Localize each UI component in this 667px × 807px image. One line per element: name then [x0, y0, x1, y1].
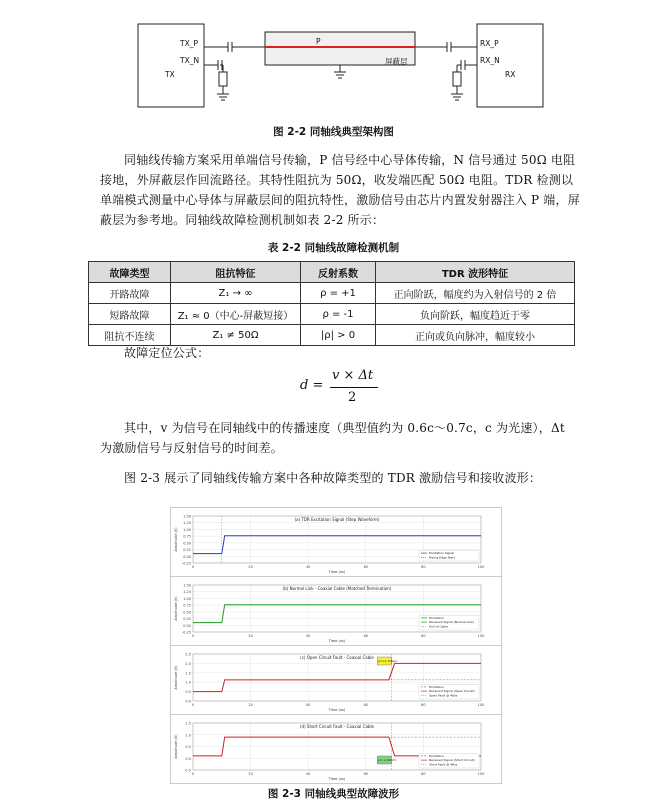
y-tick-label: 2.0 — [185, 661, 191, 666]
y-axis-label: Amplitude (V) — [174, 734, 178, 759]
rx-box — [477, 24, 543, 107]
x-tick-label: 80 — [421, 772, 426, 776]
legend-label: Received Signal (Short Circuit) — [429, 758, 475, 763]
table-row — [89, 283, 575, 304]
legend-label: End of Cable — [429, 624, 449, 629]
legend-label: Rising Edge Start — [429, 555, 455, 560]
figure-caption-waveforms: 图 2-3 同轴线典型故障波形 — [267, 788, 400, 800]
paragraph-coax-scheme: 同轴线传输方案采用单端信号传输，P 信号经中心导体传输，N 信号通过 50Ω 电阻接地，外屏蔽层作回流路径。其特性阻抗为 50Ω，收发端匹配 50Ω 电阻。TDR 检测以单端模式测量中心导体与屏蔽层间的阻抗特性，激励信号由芯片内置发射器注入 P 端，屏蔽层为参考地。同轴线故障检测机制如表 2-2 所示： — [100, 153, 580, 227]
tx-n-label: TX_N — [180, 56, 200, 65]
legend-label: Received Signal (Open Circuit) — [429, 689, 475, 694]
y-tick-label: 0.00 — [183, 554, 191, 559]
y-tick-label: 0.5 — [185, 690, 191, 695]
legend-label: Excitation Signal — [429, 551, 455, 556]
y-tick-label: 1.5 — [185, 721, 191, 726]
table-header: 阻抗特征 — [171, 262, 301, 283]
p-label: P — [316, 37, 321, 46]
table-header-row — [89, 262, 575, 283]
x-tick-label: 60 — [363, 703, 369, 707]
legend-label: Excitation — [429, 753, 444, 758]
x-tick-label: 0 — [191, 565, 195, 569]
table-cell: ρ = -1 — [301, 304, 376, 325]
y-tick-label: 1.25 — [183, 521, 191, 526]
x-tick-label: 80 — [421, 565, 426, 569]
y-tick-label: 0.25 — [183, 617, 191, 622]
y-axis-label: Amplitude (V) — [174, 596, 178, 621]
fault-annotation-text: ρ=+1 (Open) — [378, 659, 398, 663]
formula-intro: 故障定位公式： — [124, 346, 210, 360]
shield-label: 屏蔽层 — [385, 57, 408, 66]
table-caption: 表 2-2 同轴线故障检测机制 — [267, 242, 400, 254]
formula-numerator: v × Δt — [332, 368, 374, 383]
table-cell: 正向阶跃，幅度约为入射信号的 2 倍 — [376, 283, 575, 304]
x-tick-label: 60 — [363, 565, 369, 569]
y-axis-label: Amplitude (V) — [174, 665, 178, 690]
table-header: 故障类型 — [89, 262, 171, 283]
x-tick-label: 20 — [248, 703, 253, 707]
x-tick-label: 40 — [305, 634, 311, 638]
x-tick-label: 100 — [477, 634, 485, 638]
x-axis-label: Time (ns) — [328, 708, 346, 712]
waveform-chart-c — [171, 646, 501, 714]
paragraph-velocity: 其中，v 为信号在同轴线中的传播速度（典型值约为 0.6c～0.7c，c 为光速），Δt 为激励信号与反射信号的时间差。 — [100, 421, 565, 455]
formula-denominator: 2 — [348, 390, 357, 405]
table-cell: 开路故障 — [89, 283, 171, 304]
x-tick-label: 20 — [248, 565, 253, 569]
x-tick-label: 100 — [477, 565, 485, 569]
chart-title: (a) TDR Excitation Signal (Step Waveform) — [294, 517, 380, 522]
legend-label: Received Signal (Normal Link) — [429, 620, 475, 625]
waveform-chart-b — [171, 577, 501, 645]
y-tick-label: 0.25 — [183, 548, 191, 553]
table-cell: 阻抗不连续 — [89, 325, 171, 346]
y-tick-label: 0.50 — [183, 541, 191, 546]
y-tick-label: 1.25 — [183, 590, 191, 595]
rx-n-label: RX_N — [480, 56, 500, 65]
x-tick-label: 20 — [248, 772, 253, 776]
y-tick-label: 1.00 — [183, 527, 191, 532]
y-tick-label: 0.75 — [183, 534, 191, 539]
y-tick-label: 1.00 — [183, 596, 191, 601]
x-axis-label: Time (ns) — [328, 777, 346, 781]
x-tick-label: 60 — [363, 772, 369, 776]
tx-label: TX — [165, 70, 175, 79]
paragraph-figure-intro: 图 2-3 展示了同轴线传输方案中各种故障类型的 TDR 激励信号和接收波形： — [124, 471, 542, 485]
y-tick-label: 2.5 — [185, 652, 191, 657]
tx-box — [138, 24, 204, 107]
table-cell: ρ = +1 — [301, 283, 376, 304]
chart-title: (d) Short Circuit Fault - Coaxial Cable — [299, 724, 375, 729]
chart-title: (b) Normal Link - Coaxial Cable (Matched Termination) — [282, 586, 392, 591]
formula-fraction-bar — [330, 387, 378, 388]
y-tick-label: -0.25 — [181, 630, 191, 635]
x-tick-label: 20 — [248, 634, 253, 638]
legend-label: Excitation — [429, 684, 444, 689]
table-row — [89, 304, 575, 325]
table-header: TDR 波形特征 — [376, 262, 575, 283]
waveform-panel-a — [170, 507, 502, 577]
table-cell: Z₁ ≈ 0（中心-屏蔽短接） — [171, 304, 301, 325]
fault-detection-table — [88, 261, 575, 346]
x-axis-label: Time (ns) — [328, 639, 346, 643]
x-tick-label: 100 — [477, 703, 485, 707]
fault-annotation-text: ρ=-1 (Short) — [378, 758, 396, 762]
y-tick-label: 0.5 — [185, 745, 191, 749]
y-tick-label: 0.00 — [183, 623, 191, 628]
x-tick-label: 40 — [305, 772, 311, 776]
y-tick-label: -0.5 — [184, 768, 191, 773]
rx-p-label: RX_P — [480, 39, 499, 48]
x-tick-label: 0 — [191, 772, 195, 776]
y-tick-label: 1.50 — [183, 514, 191, 519]
x-tick-label: 60 — [363, 634, 369, 638]
table-cell: 短路故障 — [89, 304, 171, 325]
y-tick-label: 1.0 — [185, 733, 191, 738]
legend-label: Open Fault @ 48ns — [429, 693, 458, 698]
waveform-chart-a — [171, 508, 501, 576]
table-cell: |ρ| > 0 — [301, 325, 376, 346]
waveform-panel-b — [170, 576, 502, 646]
table-cell: Z₁ ≠ 50Ω — [171, 325, 301, 346]
table-cell: 正向或负向脉冲，幅度较小 — [376, 325, 575, 346]
y-axis-label: Amplitude (V) — [174, 527, 178, 552]
x-tick-label: 80 — [421, 634, 426, 638]
y-tick-label: 0.0 — [185, 699, 191, 704]
tx-p-label: TX_P — [180, 39, 198, 48]
x-tick-label: 40 — [305, 565, 311, 569]
legend-label: Short Fault @ 48ns — [429, 762, 458, 767]
x-tick-label: 0 — [191, 634, 195, 638]
rx-label: RX — [505, 70, 516, 79]
formula-lhs: d = — [300, 378, 324, 393]
table-cell: 负向阶跃，幅度趋近于零 — [376, 304, 575, 325]
y-tick-label: 0.50 — [183, 610, 191, 615]
y-tick-label: -0.25 — [181, 561, 191, 566]
figure-caption-architecture: 图 2-2 同轴线典型架构图 — [273, 126, 394, 138]
coax-architecture-diagram — [135, 22, 545, 110]
y-tick-label: 0.0 — [185, 756, 191, 761]
x-tick-label: 80 — [421, 703, 426, 707]
x-tick-label: 0 — [191, 703, 195, 707]
chart-title: (c) Open Circuit Fault - Coaxial Cable — [300, 655, 374, 660]
y-tick-label: 1.50 — [183, 583, 191, 588]
table-header: 反射系数 — [301, 262, 376, 283]
x-axis-label: Time (ns) — [328, 570, 346, 574]
legend-label: Excitation — [429, 615, 444, 620]
x-tick-label: 100 — [477, 772, 485, 776]
waveform-chart-d — [171, 715, 501, 783]
table-cell: Z₁ → ∞ — [171, 283, 301, 304]
y-tick-label: 1.5 — [185, 671, 191, 676]
y-tick-label: 0.75 — [183, 603, 191, 608]
x-tick-label: 40 — [305, 703, 311, 707]
y-tick-label: 1.0 — [185, 680, 191, 685]
waveform-panel-c — [170, 645, 502, 715]
waveform-panel-d — [170, 714, 502, 784]
